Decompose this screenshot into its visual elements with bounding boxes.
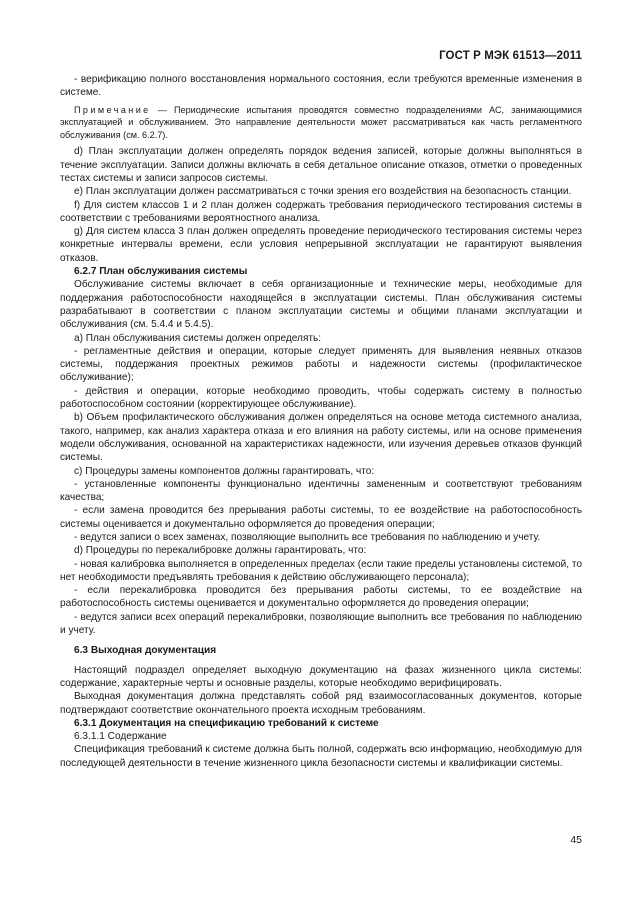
list-item: - ведутся записи всех операций перекалибровки, позволяющие выполнить все требования по наблюдению и учету. bbox=[60, 611, 582, 637]
paragraph: g) Для систем класса 3 план должен определять проведение периодического тестирования системы через конкретные интервалы времени, если условия непрерывной эксплуатации не гарантируют выявления отказов. bbox=[60, 226, 582, 264]
paragraph: c) Процедуры замены компонентов должны гарантировать, что: bbox=[74, 465, 375, 477]
paragraph: - верификацию полного восстановления нормального состояния, если требуются временные изменения в системе. bbox=[60, 74, 582, 99]
subsection-heading: 6.3.1 Документация на спецификацию требований к системе bbox=[74, 717, 379, 729]
paragraph: Настоящий подраздел определяет выходную документацию на фазах жизненного цикла системы: содержание, характерные черты и основные разделы, которые необходимо верифицировать. bbox=[60, 664, 582, 689]
list-item: - ведутся записи о всех заменах, позволяющие выполнить все требования по наблюдению и учету. bbox=[74, 531, 541, 543]
list-item: - если замена проводится без прерывания работы системы, то ее воздействие на работоспособность системы оценивается и документально оформляется до проведения операции; bbox=[60, 505, 582, 530]
subsubsection-heading: 6.3.1.1 Содержание bbox=[74, 731, 167, 743]
note-label: Примечание bbox=[74, 104, 151, 115]
paragraph: b) Объем профилактического обслуживания должен определяться на основе метода системного анализа, такого, например, как анализ характера отказа и его влияния на работу системы, или на основе применения модели обслуживания, основанной на характеристиках надежности, или изучения деревьев отказов функций системы. bbox=[60, 412, 582, 464]
paragraph: d) Процедуры по перекалибровке должны гарантировать, что: bbox=[74, 545, 367, 557]
list-item: - регламентные действия и операции, которые следует применять для выявления неявных отказов системы, поддержания проектных режимов работы и надежности системы (профилактическое обслуживание); bbox=[60, 345, 582, 384]
paragraph: Спецификация требований к системе должна быть полной, содержать всю информацию, необходимую для последующей деятельности в течение жизненного цикла безопасности системы и квалификации системы. bbox=[60, 744, 582, 769]
list-item: - действия и операции, которые необходимо проводить, чтобы содержать систему в полностью работоспособном состоянии (корректирующее обслуживание). bbox=[60, 385, 582, 411]
list-item: - если перекалибровка проводится без прерывания работы системы, то ее воздействие на работоспособность системы оценивается и документально оформляется до проведения операции; bbox=[60, 585, 582, 610]
section-heading: 6.2.7 План обслуживания системы bbox=[74, 266, 248, 278]
paragraph: Выходная документация должна представлять собой ряд взаимосогласованных документов, которые подтверждают соответствие окончательного проекта исходным требованиям. bbox=[60, 691, 582, 716]
note bbox=[60, 104, 582, 142]
note-text: — Периодические испытания проводятся совместно подразделениями АС, занимающимися эксплуатацией и обслуживанием. Это направление деятельности может рассматриваться как часть регламентного обслуживания (см. 6.2.7). bbox=[60, 104, 582, 140]
paragraph: a) План обслуживания системы должен определять: bbox=[74, 332, 322, 344]
paragraph: d) План эксплуатации должен определять порядок ведения записей, которые должны выполняться в течение эксплуатации. Записи должны включать в себя детальное описание отказов, отметки о проведенных тестах системы и записи запросов системы. bbox=[60, 146, 582, 184]
paragraph: f) Для систем классов 1 и 2 план должен содержать требования периодического тестирования системы в соответствии с требованиями вероятностного анализа. bbox=[60, 199, 582, 224]
document-body bbox=[60, 73, 582, 770]
standard-header: ГОСТ Р МЭК 61513—2011 bbox=[439, 50, 582, 62]
section-heading: 6.3 Выходная документация bbox=[74, 645, 217, 657]
list-item: - установленные компоненты функционально идентичны замененным и соответствуют требованиям качества; bbox=[60, 478, 582, 504]
paragraph: e) План эксплуатации должен рассматриваться с точки зрения его воздействия на безопасность станции. bbox=[74, 186, 572, 198]
paragraph: Обслуживание системы включает в себя организационные и технические меры, необходимые для поддержания работоспособности находящейся в эксплуатации системы. План обслуживания системы разрабатывают в соответствии с планом эксплуатации системы и общими планами эксплуатации и обслуживания (см. 5.4.4 и 5.4.5). bbox=[60, 279, 582, 331]
list-item: - новая калибровка выполняется в определенных пределах (если такие пределы установлены системой, то нет необходимости предъявлять требования к действию обслуживающего персонала); bbox=[60, 558, 582, 583]
page-number: 45 bbox=[570, 834, 582, 846]
